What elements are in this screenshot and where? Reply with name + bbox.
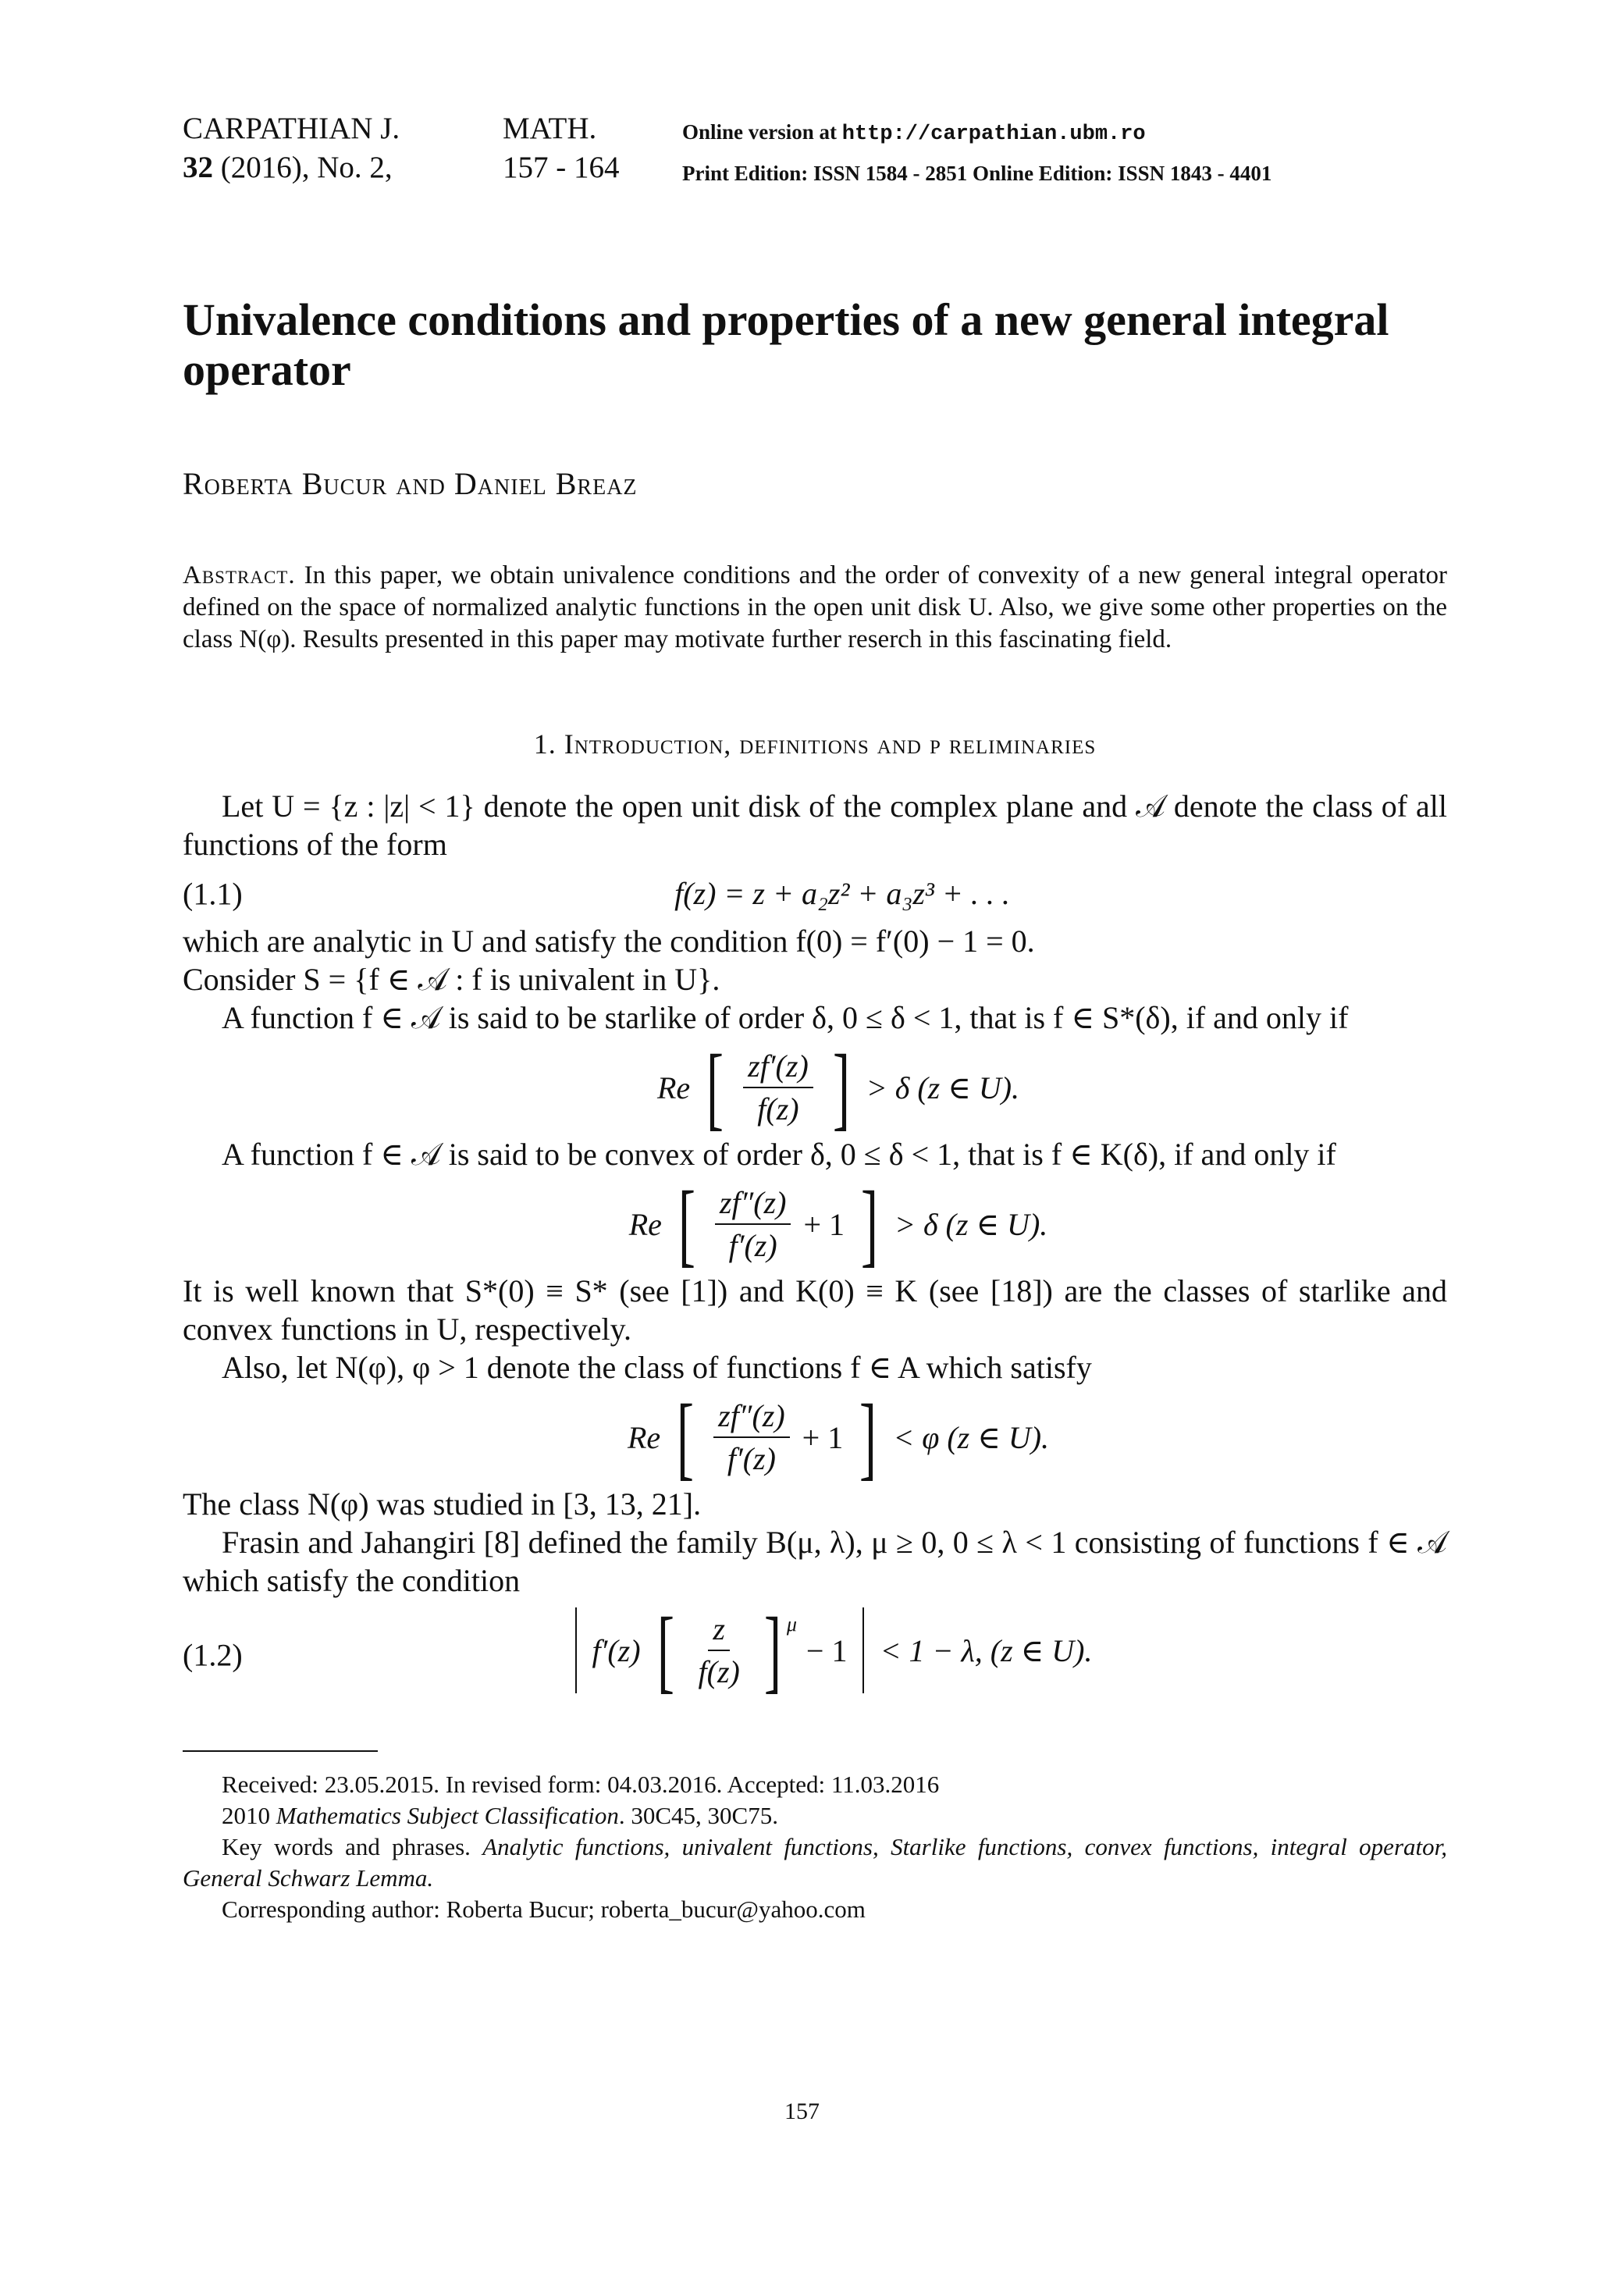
paragraph: Let U = {z : |z| < 1} denote the open unit disk of the complex plane and 𝒜 denote the class of all functions of the form <box>183 788 1447 862</box>
journal-pages: 157 - 164 <box>503 151 620 184</box>
corresponding-author: Corresponding author: Roberta Bucur; roberta_bucur@yahoo.com <box>222 1896 866 1923</box>
section-heading: 1. Introduction, definitions and p reliminaries <box>533 728 1097 760</box>
abstract-text: In this paper, we obtain univalence conditions and the order of convexity of a new general integral operator defined on the space of normalized analytic functions in the open unit disk U. Also, we give some other properties on the class N(φ). Results presented in this paper may motivate further reserch in this fascinating field. <box>183 561 1447 653</box>
equation-number: (1.2) <box>183 1637 243 1672</box>
journal-header <box>183 109 1447 195</box>
abstract <box>183 560 1447 656</box>
abstract-label: Abstract. <box>183 561 296 589</box>
paragraph: The class N(φ) was studied in [3, 13, 21]. <box>183 1486 702 1522</box>
body-text <box>183 787 1447 1702</box>
keywords: Key words and phrases. Analytic functions, univalent functions, Starlike functions, convex functions, integral operator, General Schwarz Lemma. <box>183 1833 1447 1892</box>
equation-convex: Re [ $\frac{zf''(z)}{f'(z)}$ + 1 ] > δ (z ∈ U). <box>628 1172 1048 1276</box>
footnote-rule <box>183 1750 378 1752</box>
paper-authors: Roberta Bucur and Daniel Breaz <box>183 466 638 501</box>
paragraph: A function f ∈ 𝒜 is said to be convex of order δ, 0 ≤ δ < 1, that is f ∈ K(δ), if and only if <box>222 1137 1336 1172</box>
equation-number: (1.1) <box>183 876 243 911</box>
paragraph: It is well known that S*(0) ≡ S* (see [1]) and K(0) ≡ K (see [18]) are the classes of starlike and convex functions in U, respectively. <box>183 1273 1447 1347</box>
equation-class-n: Re [ $\frac{zf''(z)}{f'(z)}$ + 1 ] < φ (z ∈ U). <box>627 1385 1050 1489</box>
paragraph: Frasin and Jahangiri [8] defined the family B(μ, λ), μ ≥ 0, 0 ≤ λ < 1 consisting of functions f ∈ 𝒜 which satisfy the condition <box>183 1525 1447 1598</box>
paragraph: which are analytic in U and satisfy the condition f(0) = f′(0) − 1 = 0. <box>183 924 1035 959</box>
equation-starlike: Re [ $\frac{zf'(z)}{f(z)}$ ] > δ (z ∈ U). <box>656 1035 1020 1139</box>
paper-title: Univalence conditions and properties of a new general integral operator <box>183 294 1389 395</box>
journal-name: CARPATHIAN J. <box>183 112 400 145</box>
issn-line: Print Edition: ISSN 1584 - 2851 Online Edition: ISSN 1843 - 4401 <box>682 162 1272 185</box>
paper-page <box>183 109 1447 1925</box>
journal-url-link[interactable]: http://carpathian.ubm.ro <box>841 123 1146 146</box>
equation-body: f(z) = z + a₂z² + a₃z³ + . . . <box>674 876 1010 911</box>
paragraph: Consider S = {f ∈ 𝒜 : f is univalent in U}. <box>183 962 720 997</box>
journal-math: MATH. <box>503 112 597 145</box>
paragraph: Also, let N(φ), φ > 1 denote the class of functions f ∈ A which satisfy <box>222 1350 1092 1385</box>
footnotes <box>183 1769 1447 1925</box>
equation-1-1 <box>183 874 1447 913</box>
equation-1-2: (1.2) f′(z) [ $\frac{z}{f(z)}$ ] $^\mu$ − 1 < 1 − λ, (z ∈ U). <box>183 1598 1093 1702</box>
page-number: 157 <box>784 2098 820 2124</box>
online-version: Online version at http://carpathian.ubm.ro <box>682 120 1146 146</box>
journal-volume: 32 (2016), No. 2, <box>183 151 393 184</box>
received-dates: Received: 23.05.2015. In revised form: 04.03.2016. Accepted: 11.03.2016 <box>222 1771 940 1798</box>
msc-classification: 2010 Mathematics Subject Classification. 30C45, 30C75. <box>222 1802 778 1829</box>
paragraph: A function f ∈ 𝒜 is said to be starlike of order δ, 0 ≤ δ < 1, that is f ∈ S*(δ), if and only if <box>222 1000 1349 1035</box>
